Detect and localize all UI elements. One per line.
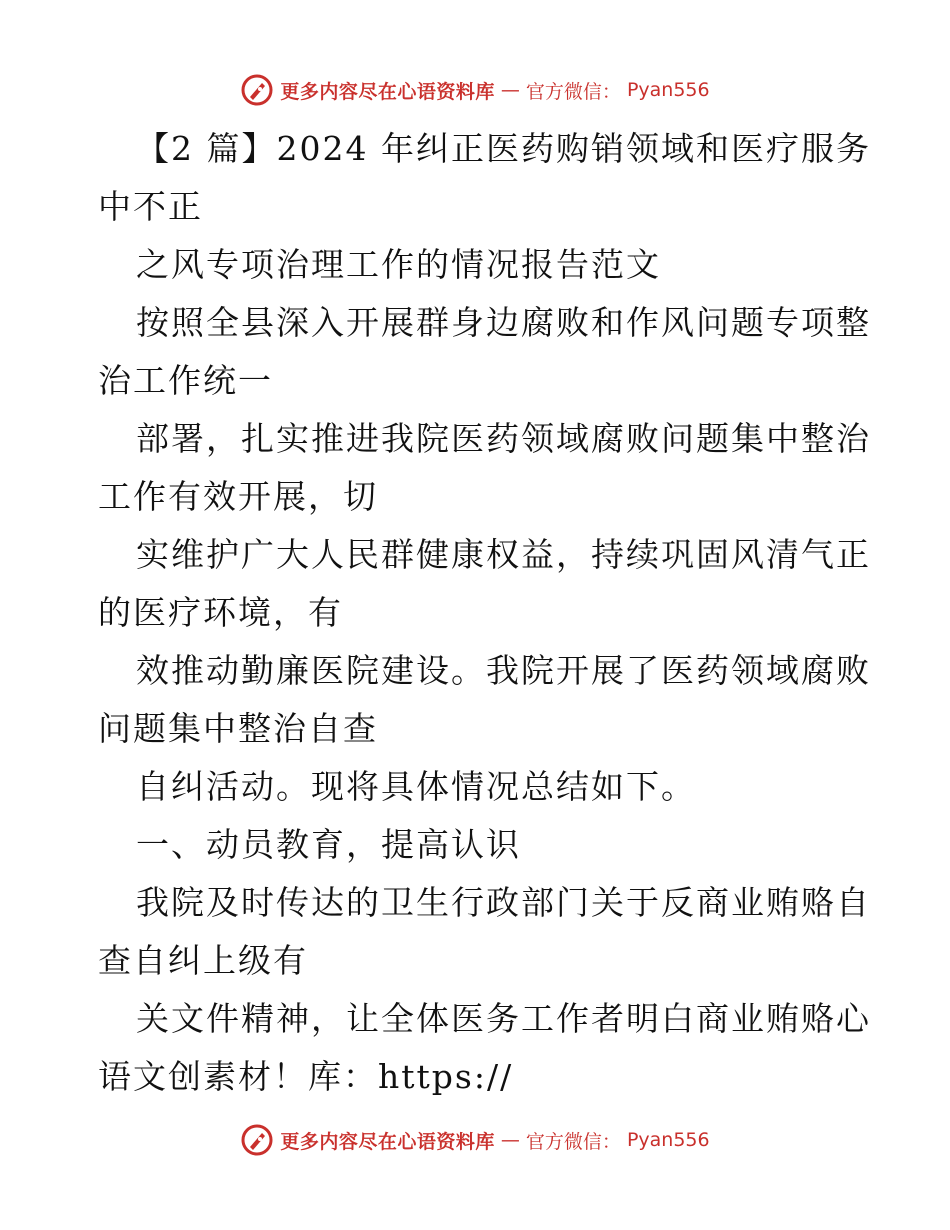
watermark-footer [0,1122,950,1158]
pen-nib-logo-icon [240,1123,274,1157]
document-line: 查自纠上级有 [98,941,308,980]
document-line: 部署，扎实推进我院医药领域腐败问题集中整治 [136,419,871,458]
document-line: 效推动勤廉医院建设。我院开展了医药领域腐败 [136,651,871,690]
watermark-wechat-id: Pyan556 [626,79,710,101]
document-line: 自纠活动。现将具体情况总结如下。 [136,767,696,806]
watermark-wechat-label: 官方微信： [525,80,621,103]
watermark-wechat-label: 官方微信： [525,1130,621,1153]
watermark-separator: — [500,79,520,101]
document-line: 工作有效开展，切 [98,477,378,516]
document-line: 我院及时传达的卫生行政部门关于反商业贿赂自 [136,883,871,922]
document-line: 的医疗环境，有 [98,593,343,632]
document-body [98,120,871,1106]
watermark-brand: 更多内容尽在心语资料库 [280,80,495,103]
document-line: 问题集中整治自查 [98,709,378,748]
watermark-separator: — [500,1129,520,1151]
document-line: 【2 篇】2024 年纠正医药购销领域和医疗服务 [136,129,871,168]
document-line: 实维护广大人民群健康权益，持续巩固风清气正 [136,535,871,574]
document-line: 之风专项治理工作的情况报告范文 [136,245,661,284]
document-line: 中不正 [98,187,203,226]
document-line: 一、动员教育，提高认识 [136,825,521,864]
pen-nib-logo-icon [240,73,274,107]
watermark-brand: 更多内容尽在心语资料库 [280,1130,495,1153]
watermark-wechat-id: Pyan556 [626,1129,710,1151]
document-line: 关文件精神，让全体医务工作者明白商业贿赂心 [136,999,871,1038]
document-line: 按照全县深入开展群身边腐败和作风问题专项整 [136,303,871,342]
watermark-header [0,72,950,108]
document-line: 语文创素材！库：https:// [98,1057,514,1096]
document-line: 治工作统一 [98,361,273,400]
